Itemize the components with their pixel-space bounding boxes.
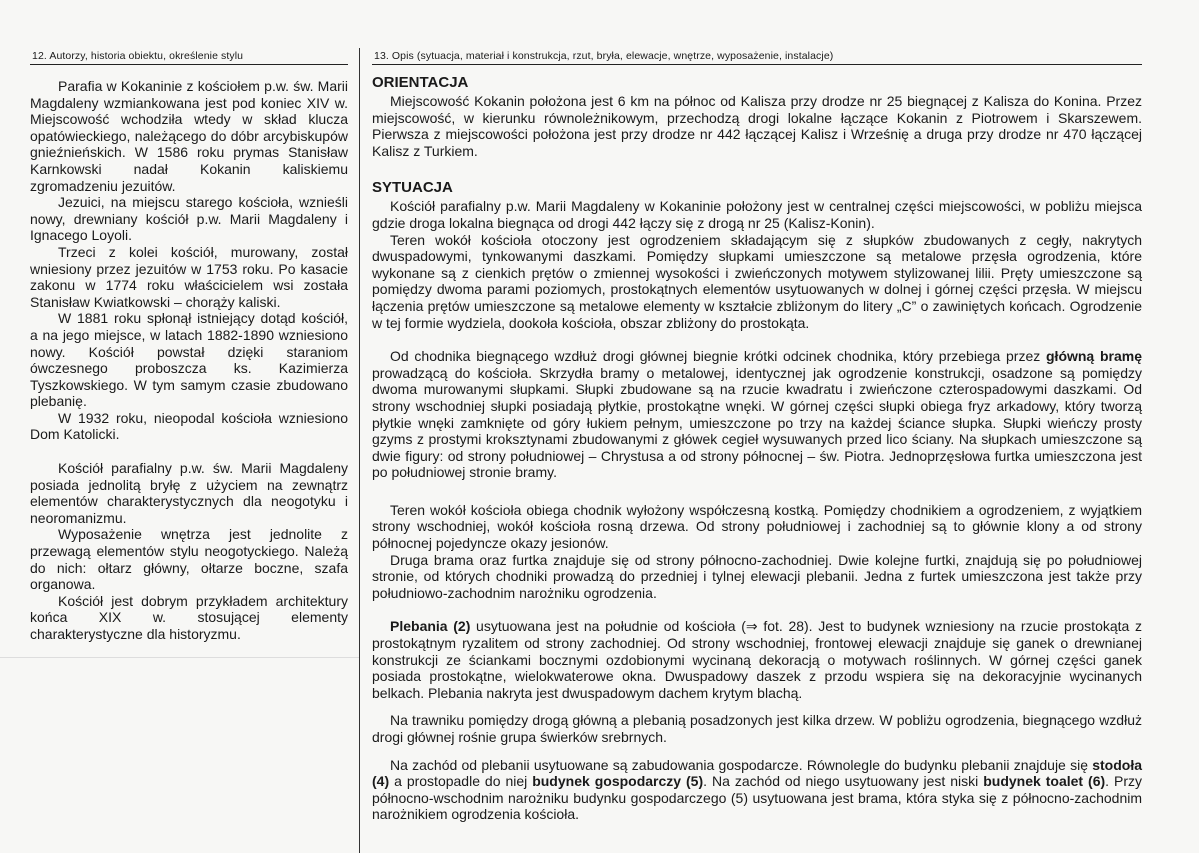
history-paragraph: Trzeci z kolei kościół, murowany, został wniesiony przez jezuitów w 1753 roku. Po kasacie zakonu w 1774 roku właścicielem wsi została Stanisław Kwiatkowski – chorąży kaliski.	[30, 243, 348, 310]
style-paragraph: Kościół parafialny p.w. św. Marii Magdaleny posiada jednolitą bryłę z użyciem na zewnątrz elementów charakterystycznych dla neogotyku i neoromanizmu.	[30, 460, 348, 526]
text-run: . Na zachód od niego usytuowany jest niski	[703, 773, 984, 790]
right-column	[372, 48, 1142, 823]
left-column	[30, 48, 348, 643]
sytuacja-heading: SYTUACJA	[372, 179, 453, 197]
orientacja-paragraph: Miejscowość Kokanin położona jest 6 km na północ od Kalisza przy drodze nr 25 biegnącej z Kalisza do Konina. Przez miejscowość, w kierunku równoleżnikowym, przechodzą drogi lokalne łączące Kokanin z Piotrowem i Skarszewem. Pierwsza z miejscowości położona jest przy drodze nr 442 łączącej Kalisz i Wrześnię a druga przy drodze nr 470 łączącej Kalisz z Turkiem.	[372, 93, 1142, 159]
history-paragraph: Jezuici, na miejscu starego kościoła, wznieśli nowy, drewniany kościół p.w. Marii Magdaleny i Ignacego Loyoli.	[30, 194, 348, 244]
sytuacja-paragraph: Druga brama oraz furtka znajduje się od strony północno-zachodniej. Dwie kolejne furtki, znajdują się po południowej stronie, od których chodniki prowadzą do przedniej i tylnej elewacji plebanii. Jedna z furtek umieszczona jest także przy południowo-zachodnim narożniku ogrodzenia.	[372, 551, 1142, 601]
text-run: prowadzącą do kościoła. Skrzydła bramy o metalowej, identycznej jak ogrodzenie konstrukcji, osadzone są pomiędzy dwoma murowanymi słupkami. Słupki zbudowane są na rzucie kwadratu i zwieńczone czterospadowymi daszkami. Od strony wschodniej słupki posiadają płytkie, prostokątne wnęki. W górnej części słupki obiega fryz arkadowy, który tworzą płytkie wnęki zamknięte od góry łukiem pełnym, umieszczone po trzy na każdej ściance słupka. Słupki wieńczy prosty gzyms z prostymi kroksztynami zbudowanymi z główek cegieł wysuwanych przed lico ściany. Na słupkach umieszczone są dwie figury: od strony południowej – Chrystusa a od strony północnej – św. Piotra. Jednoprzęsłowa furtka umieszczona jest po południowej stronie bramy.	[372, 364, 1142, 481]
text-run: usytuowana jest na południe od kościoła (⇒ fot. 28). Jest to budynek wzniesiony na rzucie prostokąta z prostokątnym ryzalitem od strony zachodniej. Od strony wschodniej, frontowej elewacji znajduje się ganek o drewnianej konstrukcji ze ściankami bocznymi ozdobionymi wycinaną dekoracją o motywach roślinnych. W górnej części ganek posiada prostokątne, wielokwaterowe okna. Dwuspadowy daszek z przodu wspiera się na dekoracyjnie wycinanych belkach. Plebania nakryta jest dwuspadowym dachem krytym blachą.	[372, 618, 1142, 701]
spacer	[30, 443, 348, 460]
bold-text-run: Plebania (2)	[390, 618, 471, 635]
text-run: Na zachód od plebanii usytuowane są zabudowania gospodarcze. Równolegle do budynku plebanii znajduje się	[390, 756, 1093, 773]
bold-text-run: główną bramę	[1046, 348, 1142, 365]
left-column-faint-rule	[0, 657, 359, 658]
bold-text-run: budynek gospodarczy (5)	[532, 773, 704, 790]
sytuacja-paragraph	[372, 348, 1142, 481]
text-run: a prostopadle do niej	[389, 773, 533, 790]
left-column-text	[30, 65, 348, 643]
history-paragraph: W 1881 roku spłonął istniejący dotąd kościół, a na jego miejsce, w latach 1882-1890 wzniesiono nowy. Kościół powstał dzięki staraniom ówczesnego proboszcza ks. Kazimierza Tyszkowskiego. W tym samym czasie zbudowano plebanię.	[30, 310, 348, 410]
right-column-header: 13. Opis (sytuacja, materiał i konstrukcja, rzut, bryła, elewacje, wnętrze, wyposażenie, instalacje)	[372, 48, 1142, 65]
text-run: Od chodnika biegnącego wzdłuż drogi głównej biegnie krótki odcinek chodnika, który przebiega przez	[390, 348, 1046, 365]
orientacja-heading: ORIENTACJA	[372, 74, 469, 91]
right-column-text	[372, 74, 1142, 823]
sytuacja-paragraph	[372, 757, 1142, 823]
history-paragraph: Parafia w Kokaninie z kościołem p.w. św. Marii Magdaleny wzmiankowana jest pod koniec XIV w. Miejscowość wchodziła wtedy w skład klucza opatówieckiego, należącego do dóbr arcybiskupów gnieźnieńskich. W 1586 roku prymas Stanisław Karnkowski nadał Kokanin kaliskiemu zgromadzeniu jezuitów.	[30, 78, 348, 194]
sytuacja-paragraph: Kościół parafialny p.w. Marii Magdaleny w Kokaninie położony jest w centralnej części miejscowości, w pobliżu miejsca gdzie droga lokalna biegnąca od drogi 442 łączy się z drogą nr 25 (Kalisz-Konin).	[372, 198, 1142, 231]
sytuacja-paragraph: Teren wokół kościoła otoczony jest ogrodzeniem składającym się z słupków zbudowanych z cegły, nakrytych dwuspadowymi, tynkowanymi daszkami. Pomiędzy słupkami umieszczone są metalowe przęsła ogrodzenia, które wykonane są z cienkich prętów o zmiennej wysokości i zwieńczonych motywem stylizowanej lilii. Pręty umieszczone są pomiędzy dwoma parami poziomych, prostokątnych elementów usytuowanych w dolnej i górnej części przęsła. W miejscu łączenia prętów umieszczone są metalowe elementy w kształcie zbliżonym do litery „C” o zawiniętych końcach. Ogrodzenie w tej formie wydziela, dookoła kościoła, obszar zbliżony do prostokąta.	[372, 231, 1142, 331]
text-run: . Przy północno-wschodnim narożniku budynku gospodarczego (5) usytuowana jest brama, która styka się z północno-zachodnim narożnikiem ogrodzenia kościoła.	[372, 773, 1142, 823]
bold-text-run: stodoła (4)	[372, 756, 1142, 790]
bold-text-run: budynek toalet (6)	[983, 773, 1106, 790]
spacer	[372, 331, 1142, 348]
sytuacja-paragraph: Teren wokół kościoła obiega chodnik wyłożony współczesną kostką. Pomiędzy chodnikiem a ogrodzeniem, z wyjątkiem strony wschodniej, wokół kościoła rosną drzewa. Od strony południowej i zachodniej są to głównie klony a od strony północnej pojedyncze okazy jesionów.	[372, 501, 1142, 552]
sytuacja-paragraph: Na trawniku pomiędzy drogą główną a plebanią posadzonych jest kilka drzew. W pobliżu ogrodzenia, biegnącego wzdłuż drogi głównej rośnie grupa świerków srebrnych.	[372, 712, 1142, 745]
sytuacja-paragraph	[372, 618, 1142, 701]
spacer	[372, 481, 1142, 502]
style-paragraph: Kościół jest dobrym przykładem architektury końca XIX w. stosującej elementy charakterystyczne dla historyzmu.	[30, 592, 348, 642]
spacer	[372, 701, 1142, 712]
history-paragraph: W 1932 roku, nieopodal kościoła wzniesiono Dom Katolicki.	[30, 409, 348, 443]
style-paragraph: Wyposażenie wnętrza jest jednolite z przewagą elementów stylu neogotyckiego. Należą do nich: ołtarz główny, ołtarze boczne, szafa organowa.	[30, 526, 348, 593]
spacer	[372, 746, 1142, 757]
column-divider	[359, 48, 360, 853]
left-column-header: 12. Autorzy, historia obiektu, określenie stylu	[30, 48, 348, 65]
spacer	[372, 601, 1142, 618]
